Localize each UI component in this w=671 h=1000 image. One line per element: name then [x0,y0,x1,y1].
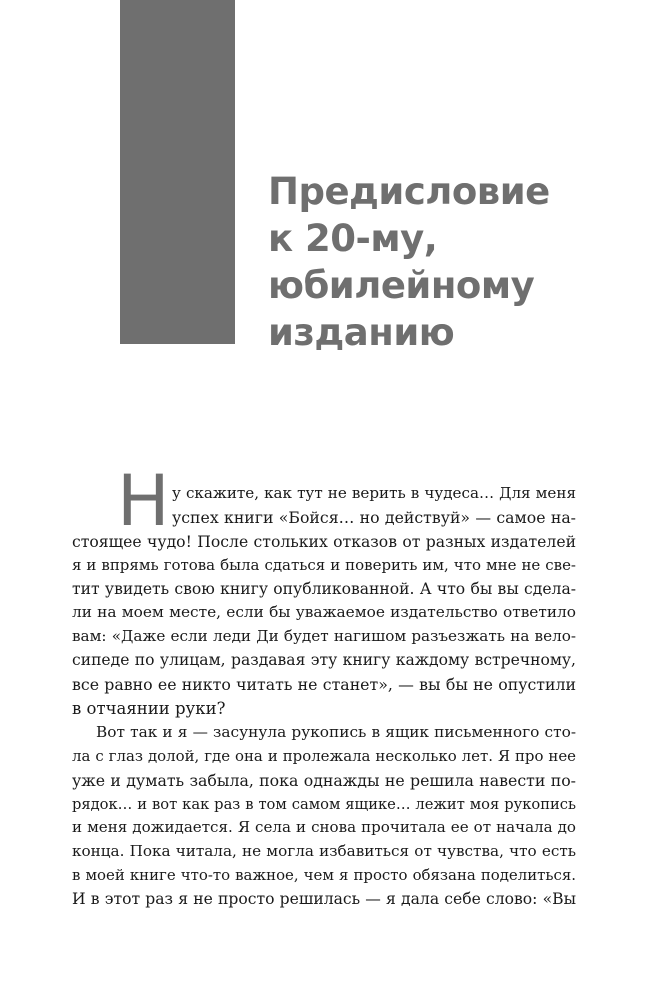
text-line: ла с глаз долой, где она и пролежала несколько лет. Я про нее [72,746,576,765]
drop-cap: Н [117,460,170,542]
chapter-title-line: изданию [268,311,455,354]
text-line: сипеде по улицам, раздавая эту книгу каждому встречному, [72,651,576,670]
text-line: рядок… и вот как раз в том самом ящике… лежит моя рукопись [72,795,576,813]
text-line: тит увидеть свою книгу опубликованной. А что бы вы сдела- [72,579,576,598]
text-line: все равно ее никто читать не станет», — вы бы не опустили [72,675,576,695]
text-line: и меня дожидается. Я села и снова прочитала ее от начала до [72,818,576,837]
chapter-title-line: юбилейному [268,264,535,307]
chapter-decorative-bar [120,0,235,344]
text-line: вам: «Даже если леди Ди будет нагишом разъезжать на вело- [72,627,576,646]
text-line: в отчаянии руки? [72,699,226,719]
text-line: Вот так и я — засунула рукопись в ящик письменного сто- [96,722,576,741]
text-line: конца. Пока читала, не могла избавиться от чувства, что есть [72,842,576,861]
text-line: уже и думать забыла, пока однажды не решила навести по- [72,770,576,790]
text-line: у скажите, как тут не верить в чудеса… Для меня [172,484,576,502]
chapter-title [268,168,658,356]
chapter-title-line: Предисловие [268,170,550,213]
text-line: ли на моем месте, если бы уважаемое издательство ответило [72,603,576,622]
chapter-title-line: к 20-му, [268,217,438,260]
text-line: стоящее чудо! После стольких отказов от разных издателей [72,531,576,551]
text-line: в моей книге что-то важное, чем я просто обязана поделиться. [72,866,576,885]
text-line: И в этот раз я не просто решилась — я дала себе слово: «Вы [72,890,576,909]
text-line: успех книги «Бойся… но действуй» — самое на- [172,507,576,527]
text-line: я и впрямь готова была сдаться и поверить им, что мне не све- [72,555,576,574]
body-text [72,482,576,912]
